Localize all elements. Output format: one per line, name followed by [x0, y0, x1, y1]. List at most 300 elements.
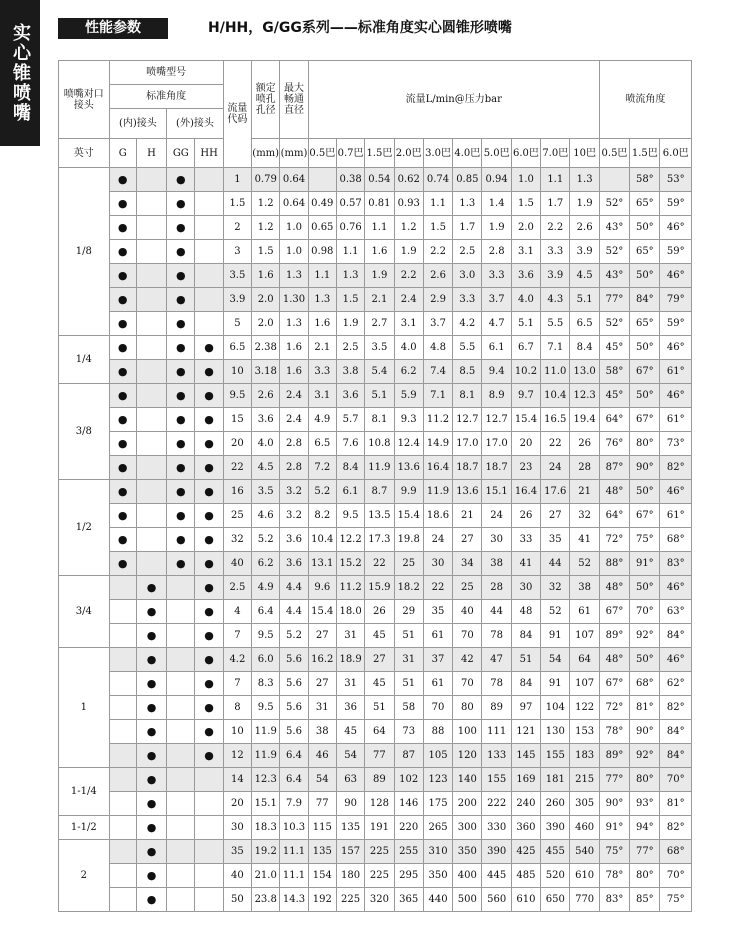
- spray-angle-value: 82°: [660, 696, 692, 720]
- flow-value: 4.9: [308, 408, 336, 432]
- series-g-mark: ●: [109, 456, 136, 480]
- series-hh-mark: [195, 888, 223, 912]
- flow-value: 30: [482, 528, 511, 552]
- table-row: [59, 768, 692, 792]
- table-row: [59, 480, 692, 504]
- orifice-diameter: 23.8: [252, 888, 280, 912]
- series-gg-mark: ●: [167, 552, 195, 576]
- flow-value: 9.6: [308, 576, 336, 600]
- flow-value: 9.5: [336, 504, 364, 528]
- flow-value: 0.65: [308, 216, 336, 240]
- flow-value: 2.8: [482, 240, 511, 264]
- flow-value: 6.5: [570, 312, 599, 336]
- flow-value: 1.2: [394, 216, 423, 240]
- thread-size: 3/8: [59, 384, 110, 480]
- flow-value: 52: [570, 552, 599, 576]
- series-h-mark: ●: [136, 768, 166, 792]
- flow-value: 183: [570, 744, 599, 768]
- free-passage: 3.2: [280, 504, 308, 528]
- table-row: [59, 168, 692, 192]
- free-passage: 1.3: [280, 312, 308, 336]
- flow-value: 10.8: [365, 432, 394, 456]
- flow-value: 330: [482, 816, 511, 840]
- series-hh-mark: [195, 792, 223, 816]
- spray-angle-value: 48°: [599, 576, 629, 600]
- flow-value: 169: [511, 768, 540, 792]
- flow-value: 51: [365, 696, 394, 720]
- flow-value: 15.4: [394, 504, 423, 528]
- flow-value: 192: [308, 888, 336, 912]
- flow-value: 44: [482, 600, 511, 624]
- orifice-diameter: 0.79: [252, 168, 280, 192]
- flow-value: 45: [365, 624, 394, 648]
- spray-angle-value: 68°: [660, 528, 692, 552]
- spray-angle-value: 45°: [599, 384, 629, 408]
- flow-value: 128: [365, 792, 394, 816]
- free-passage: 10.3: [280, 816, 308, 840]
- capacity-code: 32: [223, 528, 251, 552]
- flow-value: 8.7: [365, 480, 394, 504]
- header-pressure: 2.0巴: [394, 139, 423, 168]
- flow-value: 42: [453, 648, 482, 672]
- spray-angle-value: 53°: [660, 168, 692, 192]
- orifice-diameter: 1.2: [252, 192, 280, 216]
- flow-value: 350: [453, 840, 482, 864]
- series-g-mark: ●: [109, 480, 136, 504]
- series-hh-mark: ●: [195, 672, 223, 696]
- flow-value: 26: [365, 600, 394, 624]
- spray-angle-value: 77°: [599, 288, 629, 312]
- flow-value: 1.9: [336, 312, 364, 336]
- table-row: [59, 744, 692, 768]
- flow-value: 1.5: [336, 288, 364, 312]
- flow-value: 22: [423, 576, 452, 600]
- flow-value: 2.9: [423, 288, 452, 312]
- flow-value: 500: [453, 888, 482, 912]
- series-h-mark: [136, 408, 166, 432]
- flow-value: 215: [570, 768, 599, 792]
- flow-value: 11.9: [365, 456, 394, 480]
- flow-value: 12.3: [570, 384, 599, 408]
- capacity-code: 30: [223, 816, 251, 840]
- orifice-diameter: 1.5: [252, 240, 280, 264]
- flow-value: 64: [365, 720, 394, 744]
- flow-value: 5.9: [394, 384, 423, 408]
- orifice-diameter: 4.9: [252, 576, 280, 600]
- spray-angle-value: 89°: [599, 744, 629, 768]
- table-row: [59, 312, 692, 336]
- flow-value: 9.9: [394, 480, 423, 504]
- series-gg-mark: ●: [167, 432, 195, 456]
- flow-value: 22: [541, 432, 570, 456]
- flow-value: 180: [336, 864, 364, 888]
- flow-value: 21: [453, 504, 482, 528]
- flow-value: 51: [394, 624, 423, 648]
- flow-value: 6.2: [394, 360, 423, 384]
- header-pressure: 5.0巴: [482, 139, 511, 168]
- flow-value: 9.3: [394, 408, 423, 432]
- series-hh-mark: [195, 192, 223, 216]
- spray-angle-value: 85°: [630, 888, 660, 912]
- header-series-hh: HH: [195, 139, 223, 168]
- flow-value: 46: [308, 744, 336, 768]
- spray-angle-value: 67°: [630, 504, 660, 528]
- flow-value: 8.2: [308, 504, 336, 528]
- free-passage: 11.1: [280, 840, 308, 864]
- orifice-diameter: 6.0: [252, 648, 280, 672]
- flow-value: 5.5: [453, 336, 482, 360]
- flow-value: 26: [570, 432, 599, 456]
- series-hh-mark: ●: [195, 456, 223, 480]
- flow-value: 3.6: [511, 264, 540, 288]
- series-gg-mark: ●: [167, 456, 195, 480]
- flow-value: 8.1: [365, 408, 394, 432]
- flow-value: 1.9: [482, 216, 511, 240]
- header-angle-pressure: 6.0巴: [660, 139, 692, 168]
- capacity-code: 1: [223, 168, 251, 192]
- flow-value: 31: [394, 648, 423, 672]
- table-row: [59, 288, 692, 312]
- series-hh-mark: ●: [195, 744, 223, 768]
- series-g-mark: ●: [109, 408, 136, 432]
- table-row: [59, 696, 692, 720]
- flow-value: 1.5: [423, 216, 452, 240]
- series-h-mark: [136, 528, 166, 552]
- flow-value: 20: [511, 432, 540, 456]
- flow-value: 120: [453, 744, 482, 768]
- spray-angle-value: 67°: [599, 672, 629, 696]
- flow-value: 37: [423, 648, 452, 672]
- flow-value: 27: [308, 672, 336, 696]
- series-g-mark: ●: [109, 240, 136, 264]
- thread-size: 1/2: [59, 480, 110, 576]
- flow-value: 1.3: [453, 192, 482, 216]
- flow-value: 28: [570, 456, 599, 480]
- flow-value: 240: [511, 792, 540, 816]
- spray-angle-value: 50°: [630, 216, 660, 240]
- flow-value: 35: [423, 600, 452, 624]
- flow-value: 64: [570, 648, 599, 672]
- spray-angle-value: 91°: [630, 552, 660, 576]
- series-gg-mark: ●: [167, 240, 195, 264]
- flow-value: 48: [511, 600, 540, 624]
- flow-value: 650: [541, 888, 570, 912]
- flow-value: 295: [394, 864, 423, 888]
- free-passage: 5.2: [280, 624, 308, 648]
- series-gg-mark: ●: [167, 480, 195, 504]
- flow-value: 18.6: [423, 504, 452, 528]
- free-passage: 7.9: [280, 792, 308, 816]
- series-gg-mark: ●: [167, 336, 195, 360]
- capacity-code: 1.5: [223, 192, 251, 216]
- series-gg-mark: ●: [167, 168, 195, 192]
- spray-angle-value: 59°: [660, 240, 692, 264]
- series-gg-mark: [167, 648, 195, 672]
- spray-angle-value: 75°: [599, 840, 629, 864]
- free-passage: 4.4: [280, 600, 308, 624]
- orifice-diameter: 1.6: [252, 264, 280, 288]
- series-h-mark: ●: [136, 672, 166, 696]
- series-g-mark: ●: [109, 168, 136, 192]
- series-g-mark: ●: [109, 336, 136, 360]
- capacity-code: 7: [223, 624, 251, 648]
- flow-value: 51: [511, 648, 540, 672]
- capacity-code: 8: [223, 696, 251, 720]
- flow-value: 0.81: [365, 192, 394, 216]
- spray-angle-value: 46°: [660, 336, 692, 360]
- flow-value: 77: [308, 792, 336, 816]
- flow-value: 91: [541, 672, 570, 696]
- flow-value: 425: [511, 840, 540, 864]
- series-h-mark: [136, 240, 166, 264]
- flow-value: 10.4: [308, 528, 336, 552]
- series-g-mark: ●: [109, 216, 136, 240]
- series-hh-mark: ●: [195, 552, 223, 576]
- flow-value: 153: [570, 720, 599, 744]
- flow-value: 154: [308, 864, 336, 888]
- flow-value: 1.1: [541, 168, 570, 192]
- flow-value: 17.0: [453, 432, 482, 456]
- flow-value: 18.7: [482, 456, 511, 480]
- flow-value: 77: [365, 744, 394, 768]
- spray-angle-value: 72°: [599, 528, 629, 552]
- flow-value: 1.5: [511, 192, 540, 216]
- table-row: [59, 432, 692, 456]
- header-unit-mm: (mm): [252, 139, 280, 168]
- flow-value: 2.5: [453, 240, 482, 264]
- flow-value: 6.5: [308, 432, 336, 456]
- flow-value: 770: [570, 888, 599, 912]
- table-row: [59, 624, 692, 648]
- spray-angle-value: 75°: [660, 888, 692, 912]
- spray-angle-value: 46°: [660, 216, 692, 240]
- spray-angle-value: 79°: [660, 288, 692, 312]
- free-passage: 2.8: [280, 456, 308, 480]
- flow-value: 41: [570, 528, 599, 552]
- orifice-diameter: 5.2: [252, 528, 280, 552]
- free-passage: 1.30: [280, 288, 308, 312]
- capacity-code: 10: [223, 720, 251, 744]
- flow-value: 8.9: [482, 384, 511, 408]
- flow-value: 107: [570, 624, 599, 648]
- flow-value: 90: [336, 792, 364, 816]
- orifice-diameter: 19.2: [252, 840, 280, 864]
- header-external-thread: (外)接头: [167, 109, 224, 139]
- spray-angle-value: 84°: [630, 288, 660, 312]
- header-pressure: 0.7巴: [336, 139, 364, 168]
- flow-value: 24: [541, 456, 570, 480]
- flow-value: 70: [423, 696, 452, 720]
- flow-value: 146: [394, 792, 423, 816]
- series-hh-mark: [195, 840, 223, 864]
- series-gg-mark: [167, 792, 195, 816]
- flow-value: 33: [511, 528, 540, 552]
- series-g-mark: ●: [109, 504, 136, 528]
- series-hh-mark: ●: [195, 360, 223, 384]
- series-gg-mark: [167, 768, 195, 792]
- free-passage: 5.6: [280, 696, 308, 720]
- series-gg-mark: [167, 576, 195, 600]
- capacity-code: 4: [223, 600, 251, 624]
- flow-value: 13.5: [365, 504, 394, 528]
- flow-value: [308, 168, 336, 192]
- spec-table: [58, 60, 692, 912]
- flow-value: 24: [423, 528, 452, 552]
- flow-value: 305: [570, 792, 599, 816]
- series-h-mark: ●: [136, 888, 166, 912]
- flow-value: 2.7: [365, 312, 394, 336]
- spray-angle-value: 87°: [599, 456, 629, 480]
- spray-angle-value: 58°: [599, 360, 629, 384]
- flow-value: 36: [336, 696, 364, 720]
- series-g-mark: [109, 576, 136, 600]
- flow-value: 27: [541, 504, 570, 528]
- flow-value: 610: [570, 864, 599, 888]
- series-g-mark: [109, 624, 136, 648]
- flow-value: 5.1: [365, 384, 394, 408]
- table-row: [59, 600, 692, 624]
- flow-value: 225: [365, 840, 394, 864]
- spray-angle-value: 67°: [630, 408, 660, 432]
- flow-value: 610: [511, 888, 540, 912]
- flow-value: 84: [511, 624, 540, 648]
- flow-value: 9.4: [482, 360, 511, 384]
- series-hh-mark: [195, 264, 223, 288]
- orifice-diameter: 11.9: [252, 744, 280, 768]
- free-passage: 2.8: [280, 432, 308, 456]
- flow-value: 10.2: [511, 360, 540, 384]
- flow-value: 45: [336, 720, 364, 744]
- flow-value: 58: [394, 696, 423, 720]
- flow-value: 1.3: [336, 264, 364, 288]
- flow-value: 89: [482, 696, 511, 720]
- flow-value: 22: [365, 552, 394, 576]
- free-passage: 1.6: [280, 336, 308, 360]
- spray-angle-value: 70°: [660, 768, 692, 792]
- flow-value: 84: [511, 672, 540, 696]
- series-h-mark: [136, 384, 166, 408]
- flow-value: 6.1: [482, 336, 511, 360]
- spray-angle-value: 67°: [630, 360, 660, 384]
- spray-angle-value: 91°: [599, 816, 629, 840]
- series-hh-mark: [195, 168, 223, 192]
- orifice-diameter: 3.18: [252, 360, 280, 384]
- capacity-code: 25: [223, 504, 251, 528]
- flow-value: 1.6: [308, 312, 336, 336]
- flow-value: 104: [541, 696, 570, 720]
- orifice-diameter: 2.0: [252, 312, 280, 336]
- capacity-code: 12: [223, 744, 251, 768]
- spray-angle-value: 92°: [630, 624, 660, 648]
- flow-value: 485: [511, 864, 540, 888]
- spray-angle-value: 89°: [599, 624, 629, 648]
- spray-angle-value: 68°: [630, 672, 660, 696]
- series-h-mark: [136, 336, 166, 360]
- flow-value: 4.2: [453, 312, 482, 336]
- flow-value: 1.9: [570, 192, 599, 216]
- flow-value: 130: [541, 720, 570, 744]
- header-inlet-connection: 喷嘴对口接头: [59, 61, 110, 139]
- spray-angle-value: 45°: [599, 336, 629, 360]
- orifice-diameter: 9.5: [252, 696, 280, 720]
- flow-value: 3.7: [423, 312, 452, 336]
- series-h-mark: ●: [136, 744, 166, 768]
- series-g-mark: [109, 864, 136, 888]
- flow-value: 38: [570, 576, 599, 600]
- series-gg-mark: [167, 816, 195, 840]
- header-internal-thread: (内)接头: [109, 109, 167, 139]
- flow-value: 320: [365, 888, 394, 912]
- free-passage: 2.4: [280, 384, 308, 408]
- flow-value: 350: [423, 864, 452, 888]
- flow-value: 12.7: [482, 408, 511, 432]
- spray-angle-value: 50°: [630, 648, 660, 672]
- spray-angle-value: 43°: [599, 216, 629, 240]
- series-hh-mark: [195, 288, 223, 312]
- header-orifice-dia: 额定喷孔孔径: [252, 61, 280, 139]
- free-passage: 1.0: [280, 240, 308, 264]
- spray-angle-value: 62°: [660, 672, 692, 696]
- capacity-code: 2.5: [223, 576, 251, 600]
- series-h-mark: ●: [136, 864, 166, 888]
- flow-value: 19.8: [394, 528, 423, 552]
- flow-value: 2.6: [570, 216, 599, 240]
- flow-value: 191: [365, 816, 394, 840]
- flow-value: 0.85: [453, 168, 482, 192]
- flow-value: 70: [453, 624, 482, 648]
- side-tab-label: 实心锥喷嘴: [10, 23, 31, 123]
- series-g-mark: [109, 816, 136, 840]
- flow-value: 31: [336, 672, 364, 696]
- spray-angle-value: 65°: [630, 312, 660, 336]
- flow-value: 440: [423, 888, 452, 912]
- header-angle-pressure: 1.5巴: [630, 139, 660, 168]
- flow-value: 28: [482, 576, 511, 600]
- flow-value: 0.94: [482, 168, 511, 192]
- series-h-mark: [136, 288, 166, 312]
- series-g-mark: [109, 744, 136, 768]
- capacity-code: 10: [223, 360, 251, 384]
- flow-value: 1.9: [365, 264, 394, 288]
- orifice-diameter: 12.3: [252, 768, 280, 792]
- flow-value: 135: [308, 840, 336, 864]
- flow-value: 1.7: [541, 192, 570, 216]
- flow-value: 88: [423, 720, 452, 744]
- flow-value: 540: [570, 840, 599, 864]
- spray-angle-value: 72°: [599, 696, 629, 720]
- header-standard-angle: 标准角度: [109, 85, 223, 109]
- orifice-diameter: 2.6: [252, 384, 280, 408]
- series-gg-mark: [167, 624, 195, 648]
- orifice-diameter: 6.2: [252, 552, 280, 576]
- series-hh-mark: [195, 816, 223, 840]
- header-flow-rate: 流量L/min@压力bar: [308, 61, 599, 139]
- flow-value: 225: [365, 864, 394, 888]
- series-g-mark: ●: [109, 192, 136, 216]
- flow-value: 30: [511, 576, 540, 600]
- flow-value: 5.1: [511, 312, 540, 336]
- capacity-code: 40: [223, 864, 251, 888]
- capacity-code: 35: [223, 840, 251, 864]
- flow-value: 15.4: [511, 408, 540, 432]
- spray-angle-value: 65°: [630, 240, 660, 264]
- flow-value: 17.3: [365, 528, 394, 552]
- orifice-diameter: 1.2: [252, 216, 280, 240]
- flow-value: 19.4: [570, 408, 599, 432]
- flow-value: 145: [511, 744, 540, 768]
- series-gg-mark: ●: [167, 408, 195, 432]
- flow-value: 24: [482, 504, 511, 528]
